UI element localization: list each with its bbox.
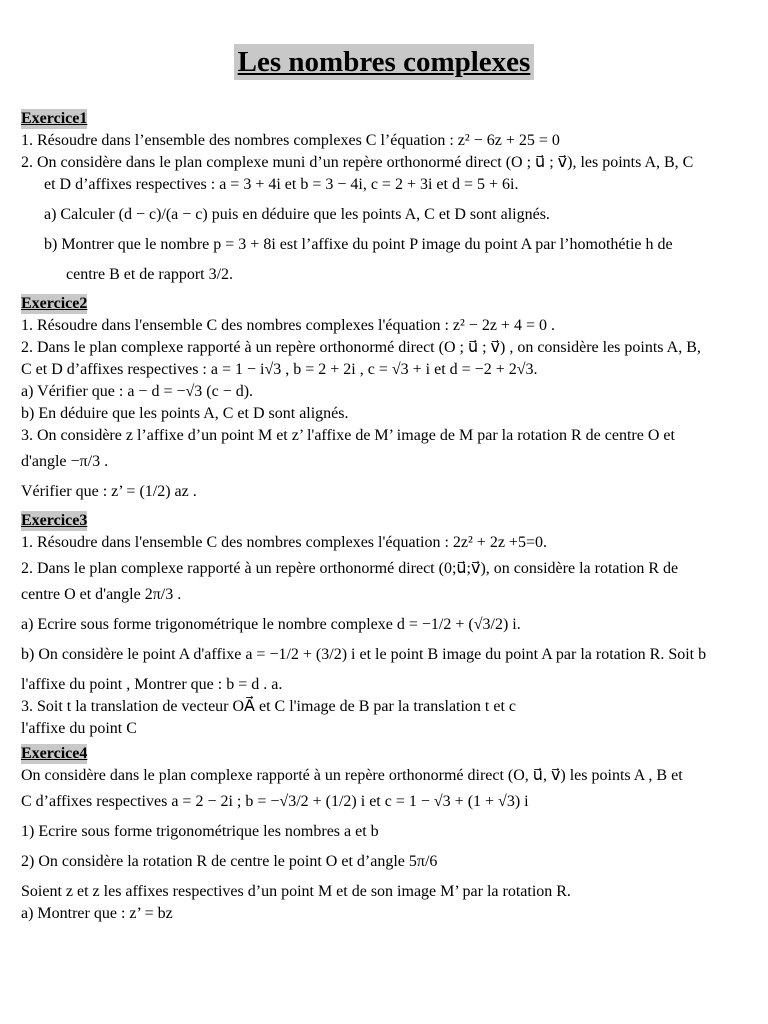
exercise-1-heading: Exercice1 — [21, 110, 88, 127]
exercise-2-heading: Exercice2 — [21, 295, 88, 312]
ex1-question-2a: a) Calculer (d − c)/(a − c) puis en déduire que les points A, C et D sont alignés. — [44, 206, 550, 223]
ex1-question-2b-cont: centre B et de rapport 3/2. — [66, 266, 234, 283]
ex3-line-5: b) On considère le point A d'affixe a = −1/2 + (3/2) i et le point B image du point A par la rotation R. Soit b — [21, 646, 707, 663]
exercise-4-heading: Exercice4 — [21, 745, 88, 762]
ex3-line-7: 3. Soit t la translation de vecteur OA⃗ et C l'image de B par la translation t et c — [21, 698, 517, 715]
ex4-line-4: 2) On considère la rotation R de centre le point O et d’angle 5π/6 — [21, 853, 438, 870]
title-text: Les nombres complexes — [234, 44, 535, 80]
ex2-line-7: d'angle −π/3 . — [21, 453, 109, 470]
ex3-line-3: centre O et d'angle 2π/3 . — [21, 586, 182, 603]
ex2-line-8: Vérifier que : z’ = (1/2) az . — [21, 483, 197, 500]
exercise-1 — [21, 107, 749, 286]
ex2-line-3: C et D d’affixes respectives : a = 1 − i√3 , b = 2 + 2i , c = √3 + i et d = −2 + 2√3. — [21, 361, 538, 378]
exercise-3 — [21, 509, 749, 740]
exercise-4 — [21, 742, 749, 925]
ex3-line-2: 2. Dans le plan complexe rapporté à un repère orthonormé direct (0;u⃗;v⃗), on considère la rotation R de — [21, 560, 679, 577]
ex4-line-6: a) Montrer que : z’ = bz — [21, 905, 173, 922]
ex3-line-8: l'affixe du point C — [21, 720, 137, 737]
ex1-question-1: 1. Résoudre dans l’ensemble des nombres complexes C l’équation : z² − 6z + 25 = 0 — [21, 132, 560, 149]
ex2-line-5: b) En déduire que les points A, C et D sont alignés. — [21, 405, 349, 422]
ex3-line-6: l'affixe du point , Montrer que : b = d . a. — [21, 676, 283, 693]
exercise-2 — [21, 292, 749, 503]
ex3-line-1: 1. Résoudre dans l'ensemble C des nombres complexes l'équation : 2z² + 2z +5=0. — [21, 534, 547, 551]
ex2-line-1: 1. Résoudre dans l'ensemble C des nombres complexes l'équation : z² − 2z + 4 = 0 . — [21, 317, 555, 334]
ex1-question-2b: b) Montrer que le nombre p = 3 + 8i est l’affixe du point P image du point A par l’homothétie h de — [44, 236, 673, 253]
ex4-line-1: On considère dans le plan complexe rapporté à un repère orthonormé direct (O, u⃗, v⃗) les points A , B et — [21, 767, 683, 784]
ex1-question-2-cont: et D d’affixes respectives : a = 3 + 4i et b = 3 − 4i, c = 2 + 3i et d = 5 + 6i. — [44, 176, 519, 193]
exercise-3-heading: Exercice3 — [21, 512, 88, 529]
document-title — [0, 44, 768, 80]
ex2-line-2: 2. Dans le plan complexe rapporté à un repère orthonormé direct (O ; u⃗ ; v⃗) , on considère les points A, B, — [21, 339, 701, 356]
document-body — [21, 107, 749, 925]
ex3-line-4: a) Ecrire sous forme trigonométrique le nombre complexe d = −1/2 + (√3/2) i. — [21, 616, 521, 633]
ex4-line-5: Soient z et z les affixes respectives d’un point M et de son image M’ par la rotation R. — [21, 883, 571, 900]
ex1-question-2: 2. On considère dans le plan complexe muni d’un repère orthonormé direct (O ; u⃗ ; v⃗), les points A, B, C — [21, 154, 694, 171]
ex4-line-2: C d’affixes respectives a = 2 − 2i ; b = −√3/2 + (1/2) i et c = 1 − √3 + (1 + √3) i — [21, 793, 529, 810]
ex2-line-4: a) Vérifier que : a − d = −√3 (c − d). — [21, 383, 254, 400]
ex2-line-6: 3. On considère z l’affixe d’un point M et z’ l'affixe de M’ image de M par la rotation R de centre O et — [21, 427, 675, 444]
ex4-line-3: 1) Ecrire sous forme trigonométrique les nombres a et b — [21, 823, 379, 840]
